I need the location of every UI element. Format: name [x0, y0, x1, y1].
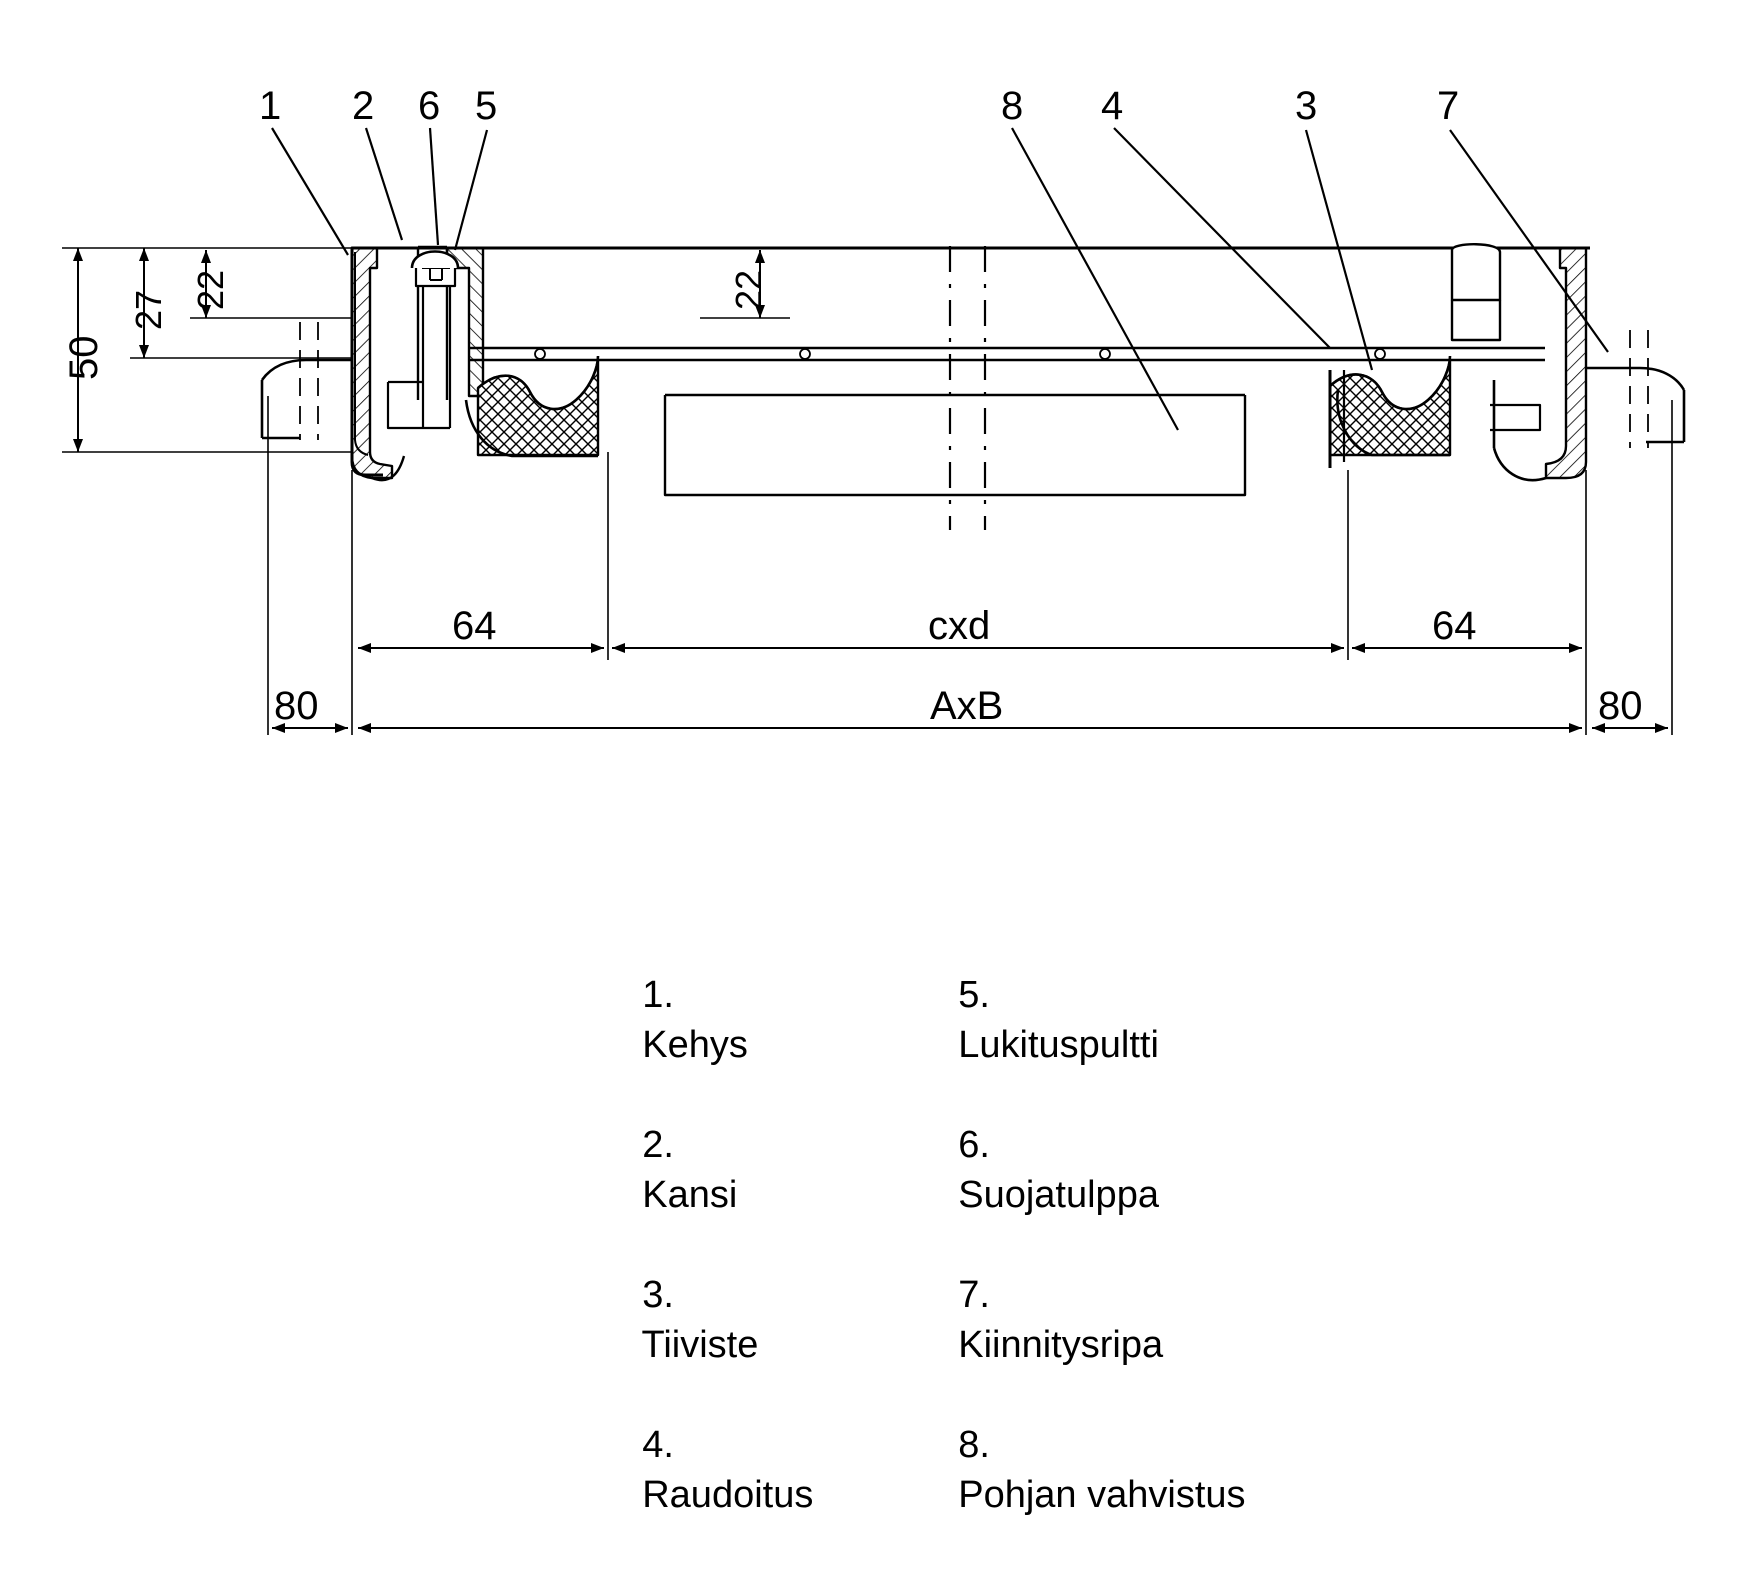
legend-right-column: [916, 820, 1246, 1516]
legend-number: 1.: [642, 974, 674, 1016]
legend-label: Kehys: [642, 1024, 748, 1066]
callout-8: 8: [1001, 84, 1024, 128]
legend-number: 5.: [958, 974, 990, 1016]
legend-item-6: [916, 1070, 1246, 1216]
legend-number: 4.: [642, 1424, 674, 1466]
legend-item-5: [916, 920, 1246, 1066]
legend-item-8: [916, 1370, 1246, 1516]
legend-label: Lukituspultti: [958, 1024, 1159, 1066]
legend-item-2: [600, 1070, 813, 1216]
callout-1: 1: [259, 84, 282, 128]
legend-left-column: [600, 820, 814, 1516]
legend-number: 3.: [642, 1274, 674, 1316]
legend-label: Kiinnitysripa: [958, 1324, 1164, 1366]
callout-2: 2: [352, 84, 375, 128]
dim-height-lid-middle: 22: [728, 269, 769, 310]
legend-number: 7.: [958, 1274, 990, 1316]
legend-item-1: [600, 920, 813, 1066]
callout-3: 3: [1295, 84, 1318, 128]
dim-clear-opening: cxd: [928, 604, 991, 648]
legend-item-7: [916, 1220, 1246, 1366]
dim-height-total: 50: [62, 335, 106, 380]
legend-label: Raudoitus: [642, 1474, 814, 1516]
callout-6: 6: [418, 84, 441, 128]
legend-number: 6.: [958, 1124, 990, 1166]
legend-item-4: [600, 1370, 814, 1516]
legend-label: Kansi: [642, 1174, 738, 1216]
callout-4: 4: [1101, 84, 1124, 128]
dim-inset-left: 64: [452, 604, 497, 648]
legend-label: Tiiviste: [641, 1324, 759, 1366]
callout-5: 5: [475, 84, 498, 128]
dimension-lines: [62, 248, 1672, 735]
legend-item-3: [600, 1220, 813, 1366]
dim-edge-left: 80: [274, 684, 319, 728]
section-geometry: [262, 244, 1684, 530]
legend-label: Pohjan vahvistus: [958, 1474, 1246, 1516]
dim-inset-right: 64: [1432, 604, 1477, 648]
dim-overall: AxB: [930, 684, 1004, 728]
legend-label: Suojatulppa: [958, 1174, 1159, 1216]
dim-edge-right: 80: [1598, 684, 1643, 728]
legend-number: 8.: [958, 1424, 990, 1466]
dim-height-frame: 27: [128, 289, 169, 330]
dim-height-lid-left: 22: [190, 269, 231, 310]
callout-7: 7: [1437, 84, 1460, 128]
legend-number: 2.: [642, 1124, 674, 1166]
